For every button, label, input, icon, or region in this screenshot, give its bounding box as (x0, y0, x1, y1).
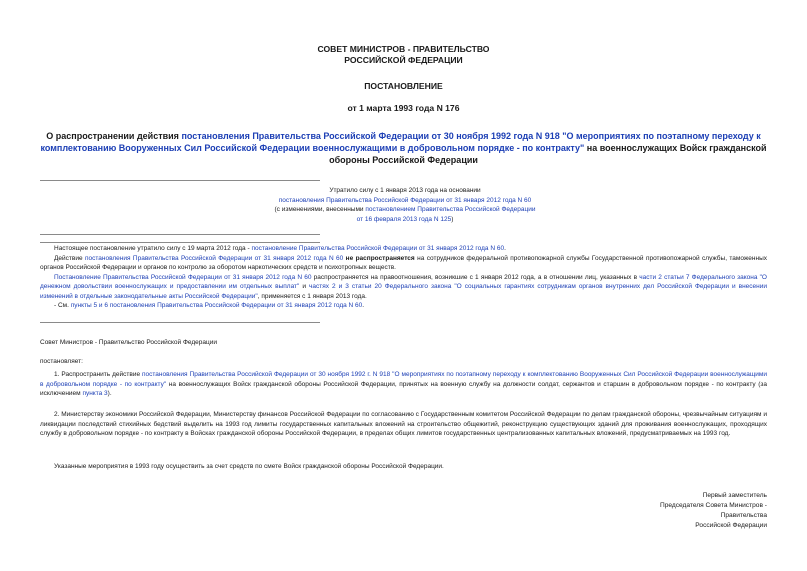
title-prefix: О распространении действия (46, 131, 182, 141)
expired-line-3-prefix: (с изменениями, внесенными (274, 206, 366, 213)
note-3-link-2[interactable]: части 2 статьи 7 Федерального закона "О денежном довольствии военнослужащих и предоставлении им отдельных выплат" (40, 273, 767, 290)
note-2-link[interactable]: постановления Правительства Российской Федерации от 31 января 2012 года N 60 (84, 254, 344, 262)
note-1 (40, 244, 767, 254)
signature-block (560, 491, 767, 531)
note-4-text: - См. (54, 302, 71, 309)
editorial-notes (40, 244, 767, 311)
note-2-text: Действие (54, 254, 85, 262)
paragraph-3: Указанные мероприятия в 1993 году осуществить за счет средств по смете Войск гражданской обороны Российской Федерации. (54, 463, 444, 470)
divider-rule (40, 322, 320, 323)
signature-line-2: Председателя Совета Министров - (659, 502, 767, 509)
note-1-text: Настоящее постановление утратило силу с 19 марта 2012 года - (54, 245, 252, 252)
divider-rule (40, 180, 320, 181)
note-3 (40, 273, 767, 302)
paragraph-1-link[interactable]: постановления Правительства Российской Федерации от 30 ноября 1992 г. N 918 "О мероприятиях по поэтапному переходу к комплектованию Вооруженных Сил Российской Федерации военнослужащими в добровольном порядке - по контракту" (40, 371, 767, 388)
paragraph-2: 2. Министерству экономики Российской Федерации, Министерству финансов Российской Федерации по согласованию с Государственным комитетом Российской Федерации по делам гражданской обороны, чрезвычайным ситуациям и ликвидации последствий стихийных бедствий выделить на 1993 год лимиты государственных капитальных вложений на строительство общежитий, реконструкцию существующих зданий для проживания военнослужащих, проходящих службу в добровольном порядке - по контракту в Войсках гражданской обороны Российской Федерации, в пределах общих лимитов государственных централизованных капитальных вложений, предусматриваемых на 1993 год. (40, 411, 767, 437)
paragraph-1-text: 1. Распространить действие (54, 371, 143, 378)
expired-link-1[interactable]: постановления Правительства Российской Федерации от 31 января 2012 года N 60 (278, 196, 532, 204)
note-4-end: . (362, 302, 365, 309)
note-3-end: , применяется с 1 января 2013 года. (257, 292, 367, 300)
paragraph-1-end: ). (107, 390, 112, 397)
title-link[interactable]: постановления Правительства Российской Федерации от 30 ноября 1992 года N 918 "О мероприятиях по поэтапному переходу к комплектованию Вооруженных Сил Российской Федерации военнослужащими в добровольном порядке - по контракту" (40, 131, 761, 153)
document-type: ПОСТАНОВЛЕНИЕ (364, 81, 443, 91)
expired-link-3[interactable]: от 16 февраля 2013 года N 125 (356, 215, 452, 223)
expired-line-4-suffix: ) (451, 215, 454, 223)
expired-line-1: Утратило силу с 1 января 2013 года на основании (329, 187, 481, 194)
title-suffix: на военнослужащих Войск гражданской обороны Российской Федерации (329, 143, 767, 165)
note-3-link-3[interactable]: частях 2 и 3 статьи 20 Федерального закона "О социальных гарантиях сотрудникам органов внутренних дел Российской Федерации и внесении изменений в отдельные законодательные акты Российской Федерации" (40, 283, 768, 300)
issuer-header (250, 44, 557, 66)
paragraph-1-link-2[interactable]: пункта 3 (82, 390, 108, 397)
paragraph-1 (40, 370, 767, 399)
note-4-link[interactable]: пункты 5 и 6 постановления Правительства Российской Федерации от 31 января 2012 года N 60 (70, 302, 363, 309)
divider-rule (40, 234, 320, 235)
note-1-end: . (504, 245, 506, 252)
note-2-bold: не распространяется (343, 254, 415, 262)
council-line: Совет Министров - Правительство Российской Федерации (40, 339, 218, 346)
paragraph-1-middle: на военнослужащих Войск гражданской обороны Российской Федерации, принятых на военную службу на должности солдат, сержантов и старшин в добровольном порядке - по контракту (за исключением (40, 380, 767, 397)
document-date-number: от 1 марта 1993 года N 176 (347, 103, 460, 113)
note-4 (40, 301, 767, 311)
expired-notice (210, 186, 600, 224)
expired-link-2[interactable]: постановлением Правительства Российской Федерации (365, 206, 536, 213)
note-3-text-2: и (299, 283, 309, 290)
note-2-end: на сотрудников федеральной противопожарной службы Государственной противопожарной службы, таможенных органов Российской Федерации и органов по контролю за оборотом наркотических средств и психотропных веществ. (40, 254, 767, 271)
issuer-line-1: СОВЕТ МИНИСТРОВ - ПРАВИТЕЛЬСТВО (317, 44, 490, 54)
issuer-line-2: РОССИЙСКОЙ ФЕДЕРАЦИИ (344, 55, 463, 65)
note-3-text-1: распространяется на правоотношения, возникшие с 1 января 2012 года, а в отношении лиц, указанных в (311, 273, 640, 281)
signature-line-3: Правительства (720, 512, 767, 519)
divider-rule (40, 242, 320, 243)
document-title (40, 130, 767, 166)
signature-line-4: Российской Федерации (695, 522, 767, 529)
signature-line-1: Первый заместитель (702, 492, 767, 499)
note-1-link[interactable]: постановление Правительства Российской Федерации от 31 января 2012 года N 60 (251, 245, 505, 252)
note-3-link-1[interactable]: Постановление Правительства Российской Федерации от 31 января 2012 года N 60 (54, 273, 312, 281)
note-2 (40, 254, 767, 273)
decides-line: постановляет: (40, 358, 83, 365)
